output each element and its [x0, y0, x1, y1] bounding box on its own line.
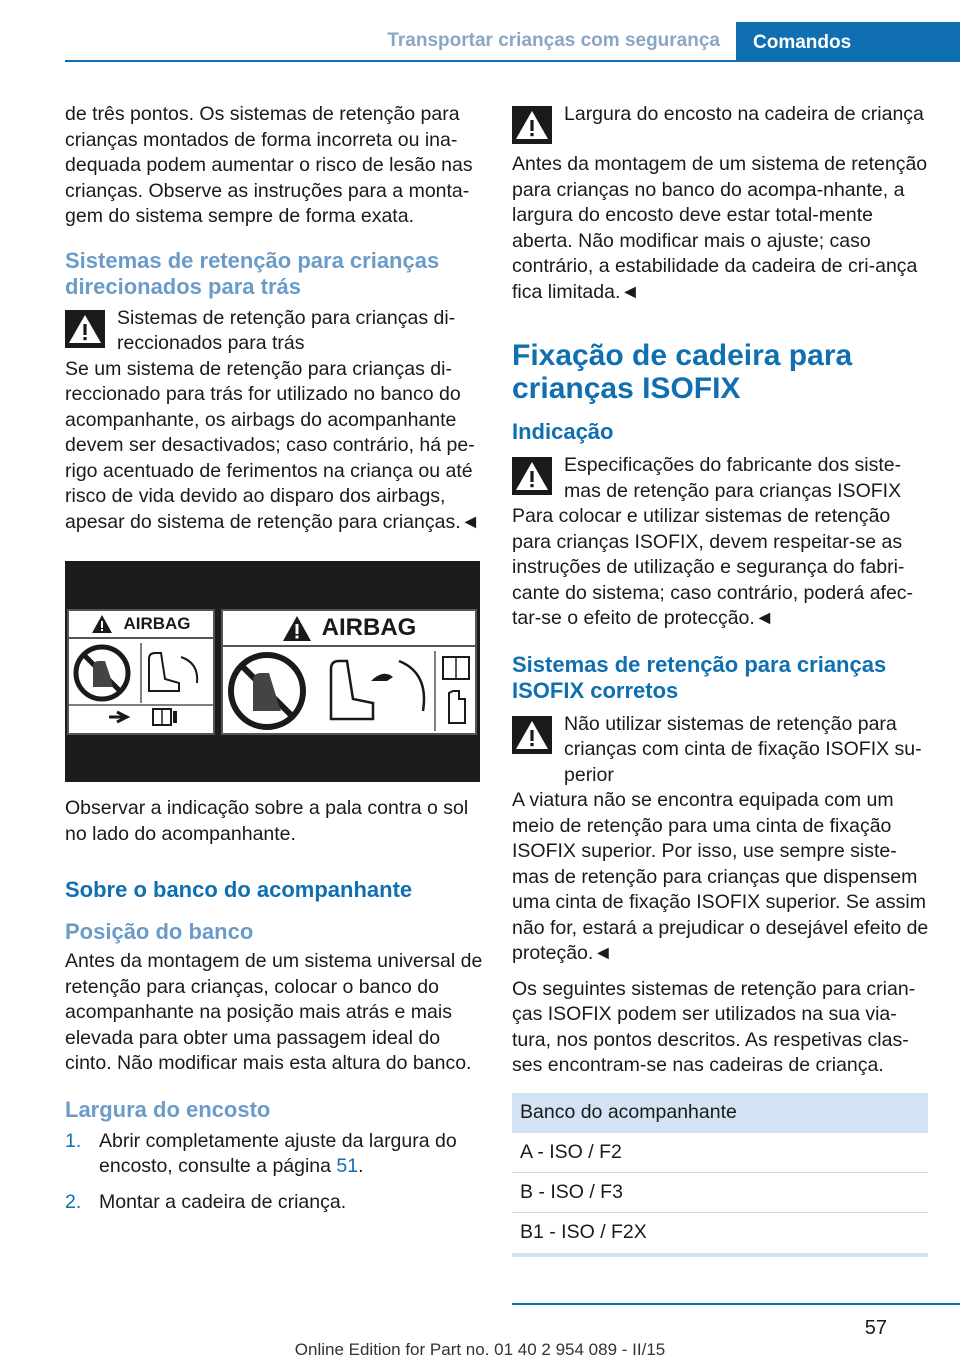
step-text: Abrir completamente ajuste da largura do encosto, consulte a página	[99, 1129, 457, 1177]
no-child-seat-icon	[69, 639, 213, 733]
warning-icon	[91, 614, 113, 634]
footer-rule	[512, 1303, 960, 1305]
edition-line: Online Edition for Part no. 01 40 2 954 089 - II/15	[294, 1340, 666, 1359]
warning-title: Largura do encosto na cadeira de criança	[564, 103, 924, 125]
isofix-heading: Fixação de cadeira para crianças ISOFIX	[512, 339, 853, 405]
step-number: 2.	[65, 1190, 82, 1213]
step-text: Montar a cadeira de criança.	[99, 1190, 347, 1213]
seat-position-heading: Posição do banco	[65, 919, 254, 944]
airbag-label-large	[221, 609, 477, 735]
warning-title: Não utilizar sistemas de retenção para crianças com cinta de fixação ISOFIX su-perior	[564, 712, 922, 786]
correct-systems-heading: Sistemas de retenção para crianças ISOFIX corretos	[512, 651, 887, 703]
warning-icon	[512, 716, 552, 754]
warning-body: Se um sistema de retenção para crianças di-reccionado para trás for utilizado no banco do acompanhante, os airbags do acompanhante devem ser desactivados; caso contrário, há pe-rigo acentuado de ferimentos na criança ou até risco de vida devido ao disparo dos airbags, apesar do sistema de retenção para crianças.◄	[65, 357, 480, 533]
airbag-label-text: AIRBAG	[321, 614, 417, 641]
page-number: 57	[864, 1317, 887, 1339]
table-row	[512, 1173, 928, 1213]
step-number: 1.	[65, 1129, 82, 1152]
warning-title: Sistemas de retenção para crianças di-reccionados para trás	[117, 306, 456, 354]
airbag-label-text: AIRBAG	[123, 614, 191, 633]
rear-facing-heading: Sistemas de retenção para crianças direcionados para trás	[65, 247, 440, 299]
header-chapter-tab[interactable]: Comandos	[736, 22, 960, 62]
warning-icon	[65, 310, 105, 348]
backrest-steps-list	[65, 1129, 483, 1216]
table-bottom-rule	[512, 1253, 928, 1257]
warning-icon	[282, 615, 312, 642]
airbag-label-small	[67, 609, 215, 735]
header-section-title: Transportar crianças com segurança	[387, 30, 720, 51]
isofix-classes-table	[512, 1093, 928, 1253]
page-reference-link[interactable]: 51	[336, 1155, 359, 1177]
passenger-seat-heading: Sobre o banco do acompanhante	[65, 877, 413, 902]
table-cell: B1 - ISO / F2X	[520, 1221, 647, 1244]
figure-caption: Observar a indicação sobre a pala contra o sol no lado do acompanhante.	[65, 797, 469, 845]
warning-title: Especificações do fabricante dos siste-mas de retenção para crianças ISOFIX	[564, 454, 902, 502]
intro-paragraph: de três pontos. Os sistemas de retenção para crianças montados de forma incorreta ou ina-dequada podem aumentar o risco de lesão nas crianças. Observe as instruções para a monta-gem do sistema sempre de forma exata.	[65, 103, 473, 227]
warning-body: Antes da montagem de um sistema de retenção para crianças no banco do acompa-nhante, a largura do encosto deve estar total-mente aberta. Não modificar mais o ajuste; caso contrário, a estabilidade da cadeira de cri-ança fica limitada.◄	[512, 153, 928, 303]
step-item	[65, 1190, 483, 1216]
airbag-label-figure	[65, 561, 480, 782]
warning-icon	[512, 457, 552, 495]
warning-body: Para colocar e utilizar sistemas de retenção para crianças ISOFIX, devem respeitar-se as instruções de utilização e segurança do fabri-cante do sistema; caso contrário, poderá afec-tar-se o efeito de protecção.◄	[512, 505, 914, 629]
systems-paragraph: Os seguintes sistemas de retenção para crian-ças ISOFIX podem ser utilizados na sua via-tura, nos pontos descritos. As respetivas clas-ses encontram-se nas cadeiras de criança.	[512, 977, 916, 1076]
left-column	[65, 102, 483, 1225]
step-suffix: .	[358, 1155, 364, 1177]
step-item	[65, 1129, 483, 1180]
note-heading: Indicação	[512, 419, 614, 444]
rear-facing-warning	[65, 306, 483, 357]
table-cell: A - ISO / F2	[512, 1133, 928, 1173]
backrest-width-heading: Largura do encosto	[65, 1096, 271, 1122]
table-row	[512, 1213, 928, 1253]
warning-icon	[512, 106, 552, 144]
table-row	[512, 1133, 928, 1173]
right-column	[512, 102, 930, 1257]
child-seat-airbag-icon	[223, 647, 475, 733]
table-cell: B - ISO / F3	[512, 1173, 928, 1213]
note-warning	[512, 453, 930, 504]
seat-position-paragraph: Antes da montagem de um sistema universal de retenção para crianças, colocar o banco do acompanhante na posição mais atrás e mais elevada para obter uma passagem ideal do cinto. Não modificar mais esta altura do banco.	[65, 950, 483, 1074]
warning-body: A viatura não se encontra equipada com um meio de retenção para uma cinta de fixação ISOFIX superior. Por isso, use sempre siste-mas de retenção para crianças que dispensem uma cinta de fixação ISOFIX superior. Se assim não for, estará a prejudicar o desejável efeito de proteção.◄	[512, 789, 929, 964]
page-header	[0, 0, 960, 62]
correct-systems-warning	[512, 712, 930, 789]
backrest-warning	[512, 102, 930, 152]
table-header: Banco do acompanhante	[512, 1093, 928, 1133]
header-rule	[65, 60, 960, 62]
